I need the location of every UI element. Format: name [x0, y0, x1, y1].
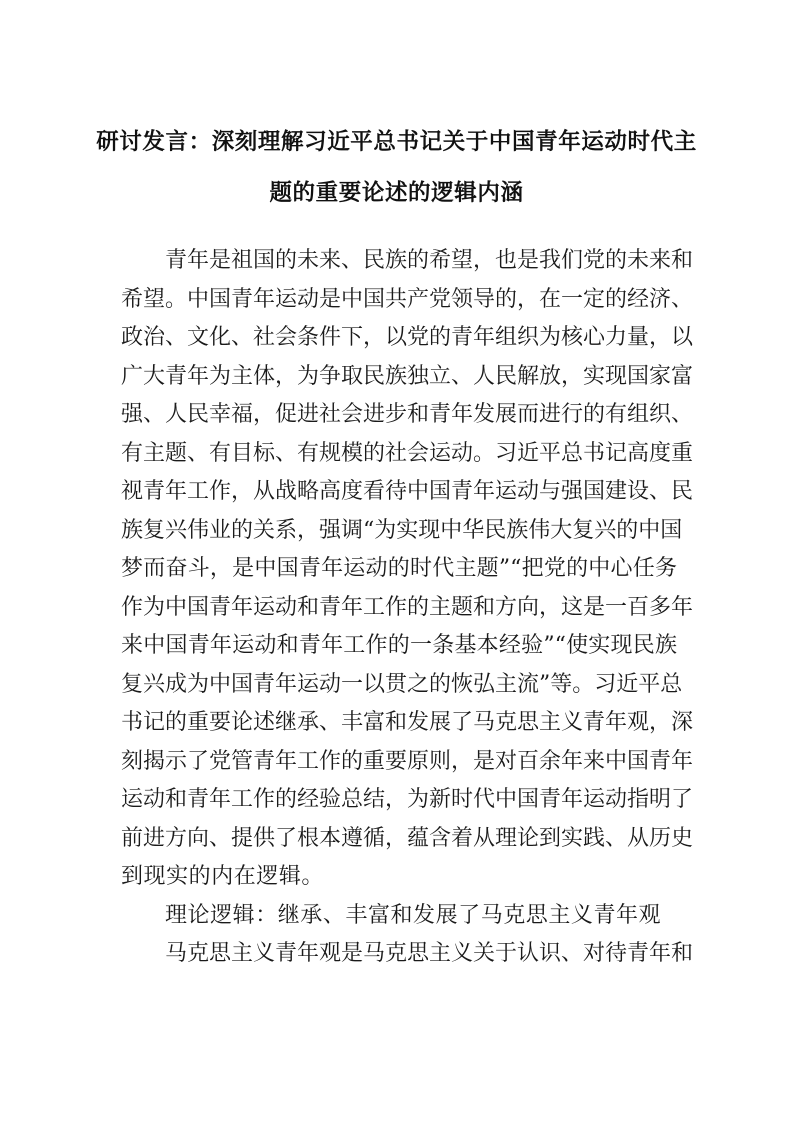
paragraph-1-last-line: 到现实的内在逻辑。: [121, 864, 324, 889]
paragraph-1-line: 强、人民幸福，促进社会进步和青年发展而进行的有组织、: [121, 402, 694, 427]
paragraph-2-line: 马克思主义青年观是马克思主义关于认识、对待青年和: [165, 941, 694, 966]
paragraph-1-line: 有主题、有目标、有规模的社会运动。习近平总书记高度重: [121, 440, 694, 466]
paragraph-1-line: 政治、文化、社会条件下，以党的青年组织为核心力量，以: [121, 325, 694, 350]
document-title-line-2: 题的重要论述的逻辑内涵: [269, 180, 524, 206]
paragraph-1-line: 运动和青年工作的经验总结，为新时代中国青年运动指明了: [121, 787, 694, 812]
document-body: [121, 242, 694, 974]
paragraph-1-line: 作为中国青年运动和青年工作的主题和方向，这是一百多年: [121, 594, 694, 620]
paragraph-1-line: 复兴成为中国青年运动一以贯之的恢弘主流”等。习近平总: [121, 671, 683, 697]
paragraph-1-line: 前进方向、提供了根本遵循，蕴含着从理论到实践、从历史: [121, 825, 694, 851]
paragraph-1-line: 族复兴伟业的关系，强调“为实现中华民族伟大复兴的中国: [121, 517, 683, 543]
document-title-line-1: 研讨发言：深刻理解习近平总书记关于中国青年运动时代主: [96, 129, 697, 155]
paragraph-1-line: 刻揭示了党管青年工作的重要原则，是对百余年来中国青年: [121, 748, 694, 774]
paragraph-1-line: 梦而奋斗，是中国青年运动的时代主题”“把党的中心任务: [121, 556, 677, 581]
paragraph-1-line: 希望。中国青年运动是中国共产党领导的，在一定的经济、: [121, 286, 694, 312]
paragraph-1-line: 来中国青年运动和青年工作的一条基本经验”“使实现民族: [121, 633, 677, 658]
paragraph-1-line: 书记的重要论述继承、丰富和发展了马克思主义青年观，深: [121, 710, 694, 735]
paragraph-1-line: 视青年工作，从战略高度看待中国青年运动与强国建设、民: [121, 479, 694, 504]
section-heading: 理论逻辑：继承、丰富和发展了马克思主义青年观: [165, 902, 662, 928]
paragraph-1-line: 青年是祖国的未来、民族的希望，也是我们党的未来和: [165, 248, 694, 273]
paragraph-1-line: 广大青年为主体，为争取民族独立、人民解放，实现国家富: [121, 363, 694, 389]
